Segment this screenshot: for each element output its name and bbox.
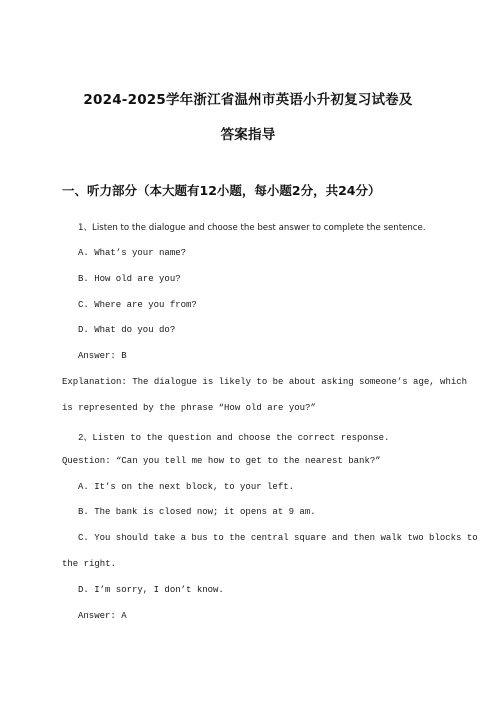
question-1-explanation-line-2: is represented by the phrase “How old are you?”	[62, 403, 316, 413]
question-2-answer: Answer: A	[78, 611, 127, 621]
section-heading: 一、听力部分（本大题有12小题，每小题2分，共24分）	[62, 183, 381, 198]
question-2-option-c-line-2: the right.	[62, 559, 117, 569]
document-title-line-1: 2024-2025学年浙江省温州市英语小升初复习试卷及	[83, 92, 413, 108]
question-2-option-a: A. It’s on the next block, to your left.	[78, 482, 295, 492]
document-title-line-2: 答案指导	[220, 127, 276, 143]
question-1-explanation-line-1: Explanation: The dialogue is likely to be about asking someone’s age, which	[62, 377, 468, 387]
question-1-option-c: C. Where are you from?	[78, 300, 197, 310]
question-2-question: Question: “Can you tell me how to get to the nearest bank?”	[62, 456, 381, 466]
question-2-option-c-line-1: C. You should take a bus to the central square and then walk two blocks to	[78, 533, 478, 543]
question-1-option-a: A. What’s your name?	[78, 248, 187, 258]
question-1-option-b: B. How old are you?	[78, 274, 181, 284]
question-2-option-d: D. I’m sorry, I don’t know.	[78, 585, 224, 595]
question-1-option-d: D. What do you do?	[78, 325, 176, 335]
question-1-prompt: 1、Listen to the dialogue and choose the best answer to complete the sentence.	[78, 223, 426, 233]
question-2-option-b: B. The bank is closed now; it opens at 9 am.	[78, 507, 316, 517]
question-1-answer: Answer: B	[78, 351, 127, 361]
question-2-prompt: 2、Listen to the question and choose the correct response.	[78, 433, 390, 443]
